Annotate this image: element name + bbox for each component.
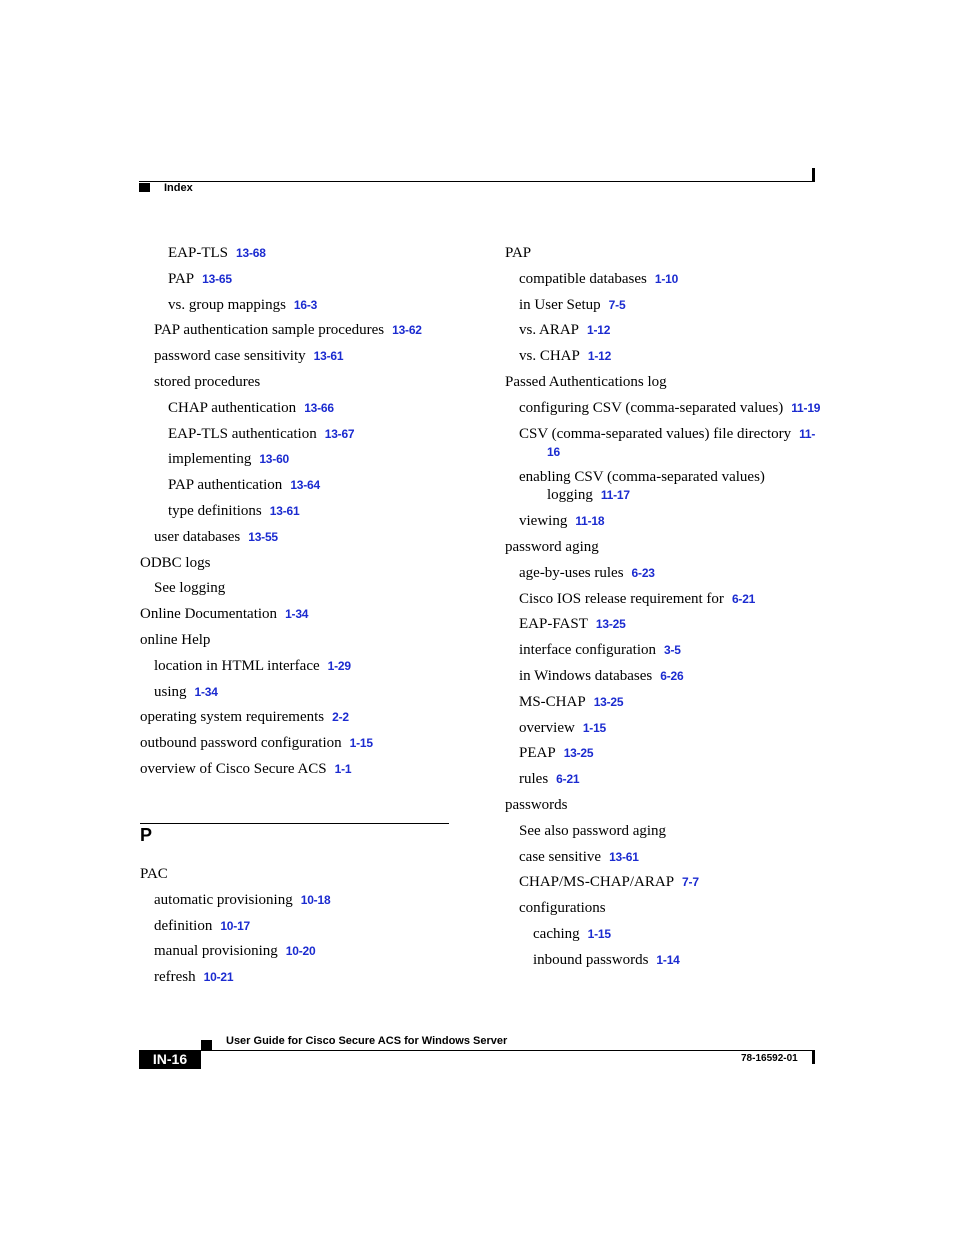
index-entry <box>505 873 825 891</box>
index-column-right <box>505 244 825 977</box>
index-entry <box>505 951 825 969</box>
header-rule <box>139 181 815 182</box>
page-reference-link[interactable]: 13-62 <box>392 323 422 338</box>
page-reference-link[interactable]: 10-21 <box>203 970 234 985</box>
index-term: interface configuration <box>519 642 657 659</box>
page-reference-link[interactable]: 1-34 <box>194 684 218 699</box>
page-reference-link[interactable]: 11-19 <box>791 400 821 415</box>
index-entry <box>140 968 460 986</box>
index-entry <box>505 321 825 339</box>
index-term: PAP <box>168 270 195 287</box>
index-term: configuring CSV (comma-separated values) <box>519 399 784 416</box>
index-entry <box>140 942 460 960</box>
index-entry <box>505 848 825 866</box>
index-term: passwords <box>505 796 568 813</box>
index-entry <box>505 347 825 365</box>
index-entry <box>140 760 460 778</box>
index-column-left <box>140 244 460 786</box>
header-tick <box>812 168 815 182</box>
index-entry <box>140 502 460 520</box>
index-term: refresh <box>154 969 196 986</box>
index-entry <box>505 538 825 556</box>
index-entry <box>505 641 825 659</box>
index-term: vs. CHAP <box>519 348 580 365</box>
page-reference-link[interactable]: 13-25 <box>593 694 624 709</box>
page-reference-link[interactable]: 2-2 <box>332 710 349 725</box>
index-term: user databases <box>154 528 241 545</box>
index-entry <box>140 891 460 909</box>
page-reference-link[interactable]: 13-55 <box>248 529 278 544</box>
index-entry <box>140 399 460 417</box>
index-term: compatible databases <box>519 270 647 287</box>
index-entry <box>140 605 460 623</box>
index-entry <box>505 244 825 262</box>
index-term: inbound passwords <box>533 951 649 968</box>
footer-doc-number: 78-16592-01 <box>741 1053 798 1064</box>
index-entry <box>505 925 825 943</box>
index-entry <box>505 564 825 582</box>
page-reference-link[interactable]: 1-15 <box>582 720 607 735</box>
index-term: CSV (comma-separated values) file directory <box>519 425 792 442</box>
index-term: See also password aging <box>519 822 667 839</box>
index-entry <box>140 579 460 597</box>
index-entry <box>505 744 825 762</box>
page-reference-link[interactable]: 13-61 <box>313 349 344 364</box>
index-entry <box>505 822 825 840</box>
index-entry <box>505 693 825 711</box>
index-term: vs. ARAP <box>519 322 580 339</box>
index-term: EAP-FAST <box>519 616 588 633</box>
page-reference-link[interactable]: 3-5 <box>664 643 681 658</box>
index-term: EAP-TLS <box>168 245 228 261</box>
page-reference-link[interactable]: 1-12 <box>587 349 612 364</box>
footer-page-number: IN-16 <box>139 1050 201 1069</box>
index-entry <box>505 399 825 417</box>
index-term: overview <box>519 719 575 736</box>
index-term: in User Setup <box>519 296 601 313</box>
index-entry <box>505 770 825 788</box>
page-reference-link[interactable]: 1-15 <box>349 736 373 751</box>
index-entry <box>140 476 460 494</box>
index-term: PAP <box>505 245 532 261</box>
index-term: CHAP/MS-CHAP/ARAP <box>519 874 675 891</box>
page-reference-link[interactable]: 13-65 <box>202 271 232 286</box>
page-reference-link[interactable]: 13-64 <box>290 478 321 493</box>
page-reference-link[interactable]: 10-20 <box>285 944 316 959</box>
page-reference-link[interactable]: 11-16 <box>547 426 816 459</box>
page-reference-link[interactable]: 13-68 <box>236 246 266 260</box>
page-reference-link[interactable]: 1-29 <box>327 658 351 673</box>
index-term: definition <box>154 917 213 934</box>
index-term: stored procedures <box>154 373 261 390</box>
page-reference-link[interactable]: 6-23 <box>631 565 655 580</box>
index-column-left-p <box>140 865 460 994</box>
footer-guide-title: User Guide for Cisco Secure ACS for Windows Server <box>226 1035 508 1047</box>
index-entry <box>140 917 460 935</box>
index-entry <box>140 425 460 443</box>
index-term: vs. group mappings <box>168 296 286 313</box>
page-reference-link[interactable]: 1-1 <box>334 761 352 776</box>
index-term: age-by-uses rules <box>519 564 624 581</box>
index-term: overview of Cisco Secure ACS <box>140 760 327 777</box>
page-reference-link[interactable]: 1-10 <box>654 271 679 286</box>
index-entry <box>140 865 460 883</box>
index-term: password case sensitivity <box>154 348 306 365</box>
page-reference-link[interactable]: 13-60 <box>259 452 290 467</box>
index-entry <box>140 347 460 365</box>
index-term: ODBC logs <box>140 554 211 571</box>
page-reference-link[interactable]: 1-15 <box>587 926 611 941</box>
footer-tick <box>812 1050 815 1064</box>
footer-marker <box>201 1040 212 1050</box>
index-term: PAC <box>140 866 168 882</box>
index-term: caching <box>533 925 580 942</box>
page-reference-link[interactable]: 6-21 <box>731 591 756 606</box>
index-term: PEAP <box>519 745 556 762</box>
index-term: MS-CHAP <box>519 693 586 710</box>
page-reference-link[interactable]: 10-18 <box>300 892 331 907</box>
index-entry <box>140 373 460 391</box>
index-entry <box>140 708 460 726</box>
header-label: Index <box>164 182 193 194</box>
page-reference-link[interactable]: 1-12 <box>587 323 611 338</box>
index-entry <box>140 450 460 468</box>
index-entry <box>505 468 825 504</box>
index-entry <box>140 734 460 752</box>
index-term: rules <box>519 771 549 788</box>
index-term: enabling CSV (comma-separated values) logging <box>519 469 765 504</box>
index-entry <box>140 528 460 546</box>
index-term: See logging <box>154 580 226 597</box>
page-reference-link[interactable]: 13-25 <box>563 746 594 761</box>
index-term: manual provisioning <box>154 943 278 960</box>
index-entry <box>505 615 825 633</box>
index-entry <box>505 425 825 461</box>
index-term: Passed Authentications log <box>505 373 667 390</box>
page-reference-link[interactable]: 6-21 <box>556 772 580 787</box>
index-term: outbound password configuration <box>140 735 342 752</box>
page-reference-link[interactable]: 7-5 <box>608 297 626 312</box>
index-term: online Help <box>140 631 211 648</box>
index-term: viewing <box>519 513 568 530</box>
index-term: configurations <box>519 900 606 917</box>
page-reference-link[interactable]: 10-17 <box>220 918 251 933</box>
page-reference-link[interactable]: 13-66 <box>304 400 334 415</box>
section-rule <box>140 823 449 824</box>
index-entry <box>505 899 825 917</box>
index-term: Cisco IOS release requirement for <box>519 590 724 607</box>
index-term: location in HTML interface <box>154 657 320 674</box>
page-reference-link[interactable]: 1-14 <box>656 952 680 967</box>
index-entry <box>140 683 460 701</box>
index-term: password aging <box>505 538 599 555</box>
section-letter: P <box>140 825 153 845</box>
index-term: CHAP authentication <box>168 399 297 416</box>
index-term: EAP-TLS authentication <box>168 425 317 442</box>
index-entry <box>140 270 460 288</box>
index-entry <box>140 296 460 314</box>
index-entry <box>140 244 460 262</box>
page-reference-link[interactable]: 13-25 <box>595 617 626 632</box>
index-term: implementing <box>168 451 252 468</box>
page-reference-link[interactable]: 11-18 <box>575 514 605 529</box>
index-term: operating system requirements <box>140 709 325 726</box>
index-term: using <box>154 683 187 700</box>
index-entry <box>140 321 460 339</box>
index-term: Online Documentation <box>140 606 278 623</box>
index-entry <box>505 719 825 737</box>
index-entry <box>140 554 460 572</box>
index-entry <box>505 296 825 314</box>
index-entry <box>505 373 825 391</box>
page-reference-link[interactable]: 13-61 <box>269 503 300 518</box>
index-term: PAP authentication <box>168 477 283 494</box>
page-reference-link[interactable]: 7-7 <box>682 875 699 890</box>
index-entry <box>505 512 825 530</box>
page-reference-link[interactable]: 6-26 <box>660 668 684 683</box>
index-entry <box>505 796 825 814</box>
page-reference-link[interactable]: 1-34 <box>285 607 309 622</box>
footer-rule <box>201 1050 815 1051</box>
index-term: PAP authentication sample procedures <box>154 322 385 339</box>
page-reference-link[interactable]: 16-3 <box>293 297 318 312</box>
page-reference-link[interactable]: 11-17 <box>600 488 630 503</box>
index-entry <box>505 667 825 685</box>
index-term: automatic provisioning <box>154 891 293 908</box>
index-entry <box>505 590 825 608</box>
index-term: case sensitive <box>519 848 602 865</box>
page-reference-link[interactable]: 13-61 <box>609 849 639 864</box>
index-term: in Windows databases <box>519 667 653 684</box>
index-entry <box>505 270 825 288</box>
page-reference-link[interactable]: 13-67 <box>324 426 355 441</box>
index-term: type definitions <box>168 502 262 519</box>
header-marker <box>139 183 150 192</box>
index-entry <box>140 631 460 649</box>
index-entry <box>140 657 460 675</box>
